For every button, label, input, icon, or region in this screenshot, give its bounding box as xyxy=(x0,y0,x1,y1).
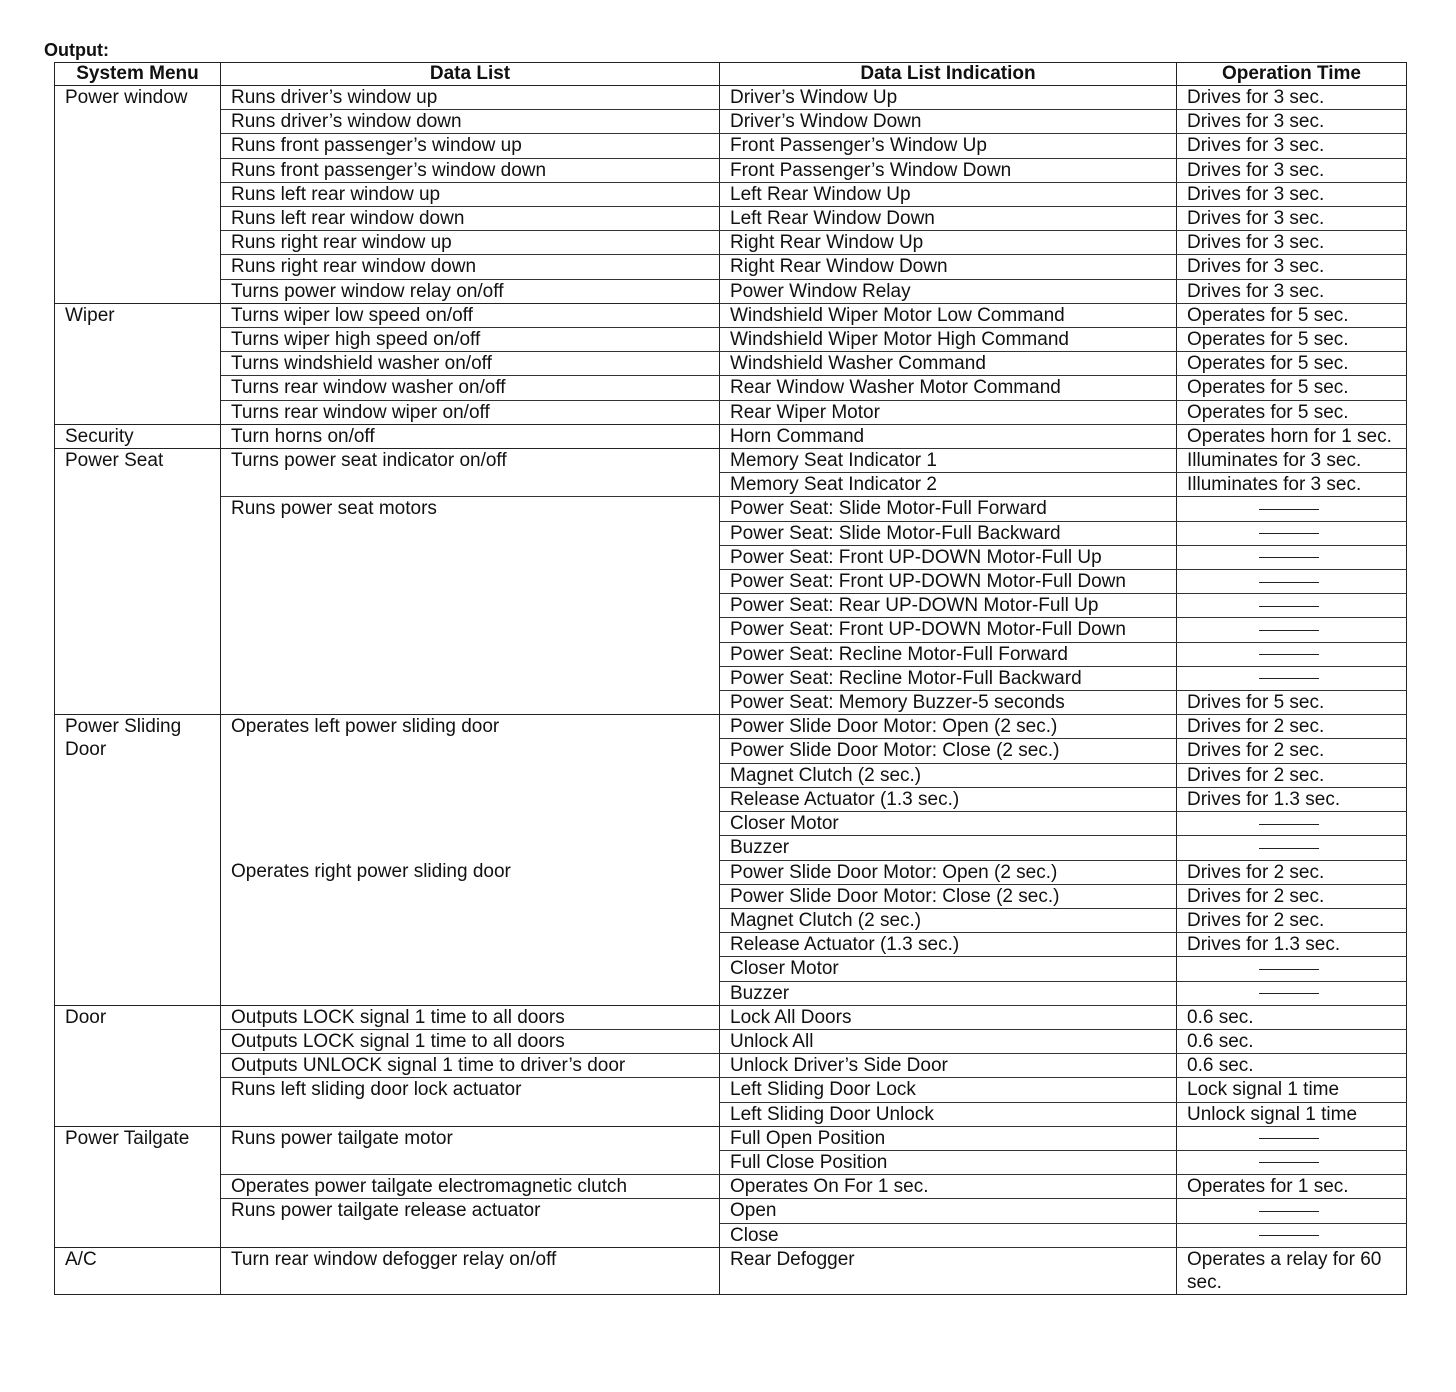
operation-time-cell: Operates for 5 sec. xyxy=(1177,376,1407,400)
data-list-cell: Runs power tailgate motor xyxy=(221,1126,720,1174)
table-row xyxy=(55,1126,1407,1150)
operation-time-cell: Operates for 5 sec. xyxy=(1177,352,1407,376)
operation-time-cell xyxy=(1177,1150,1407,1174)
not-applicable-dash xyxy=(1259,533,1319,534)
table-row xyxy=(55,1029,1407,1053)
operation-time-cell: Drives for 3 sec. xyxy=(1177,86,1407,110)
data-list-cell: Runs driver’s window down xyxy=(221,110,720,134)
table-row xyxy=(55,1005,1407,1029)
operation-time-cell: Operates for 5 sec. xyxy=(1177,303,1407,327)
data-list-cell: Runs left sliding door lock actuator xyxy=(221,1078,720,1126)
data-list-cell: Outputs UNLOCK signal 1 time to driver’s door xyxy=(221,1054,720,1078)
system-menu-cell: Power Seat xyxy=(55,449,221,715)
operation-time-cell: Drives for 2 sec. xyxy=(1177,908,1407,932)
indication-cell: Driver’s Window Up xyxy=(720,86,1177,110)
indication-cell: Close xyxy=(720,1223,1177,1247)
indication-cell: Right Rear Window Up xyxy=(720,231,1177,255)
indication-cell: Closer Motor xyxy=(720,812,1177,836)
operation-time-cell: Drives for 1.3 sec. xyxy=(1177,787,1407,811)
data-list-cell: Runs left rear window down xyxy=(221,207,720,231)
system-menu-cell: Power Sliding Door xyxy=(55,715,221,1005)
operation-time-cell xyxy=(1177,836,1407,860)
table-row xyxy=(55,1247,1407,1294)
data-list-cell: Operates right power sliding door xyxy=(221,860,720,1005)
operation-time-cell: Illuminates for 3 sec. xyxy=(1177,473,1407,497)
table-row xyxy=(55,1199,1407,1223)
table-row xyxy=(55,207,1407,231)
operation-time-cell: Drives for 2 sec. xyxy=(1177,884,1407,908)
operation-time-cell: Operates for 5 sec. xyxy=(1177,328,1407,352)
operation-time-cell: Drives for 2 sec. xyxy=(1177,763,1407,787)
indication-cell: Unlock Driver’s Side Door xyxy=(720,1054,1177,1078)
indication-cell: Memory Seat Indicator 1 xyxy=(720,449,1177,473)
not-applicable-dash xyxy=(1259,1211,1319,1212)
operation-time-cell: 0.6 sec. xyxy=(1177,1005,1407,1029)
operation-time-cell: Operates horn for 1 sec. xyxy=(1177,424,1407,448)
indication-cell: Power Slide Door Motor: Open (2 sec.) xyxy=(720,715,1177,739)
operation-time-cell xyxy=(1177,1199,1407,1223)
data-list-cell: Runs power tailgate release actuator xyxy=(221,1199,720,1247)
indication-cell: Power Window Relay xyxy=(720,279,1177,303)
data-list-cell: Runs driver’s window up xyxy=(221,86,720,110)
operation-time-cell: Drives for 3 sec. xyxy=(1177,231,1407,255)
table-row xyxy=(55,424,1407,448)
operation-time-cell: Drives for 3 sec. xyxy=(1177,134,1407,158)
operation-time-cell: Illuminates for 3 sec. xyxy=(1177,449,1407,473)
operation-time-cell xyxy=(1177,521,1407,545)
operation-time-cell: Operates for 1 sec. xyxy=(1177,1175,1407,1199)
not-applicable-dash xyxy=(1259,557,1319,558)
indication-cell: Horn Command xyxy=(720,424,1177,448)
indication-cell: Power Seat: Front UP-DOWN Motor-Full Down xyxy=(720,618,1177,642)
table-row xyxy=(55,231,1407,255)
operation-time-cell xyxy=(1177,594,1407,618)
section-title: Output: xyxy=(44,40,109,60)
table-row xyxy=(55,1078,1407,1102)
data-list-cell: Turns wiper high speed on/off xyxy=(221,328,720,352)
indication-cell: Power Seat: Slide Motor-Full Backward xyxy=(720,521,1177,545)
indication-cell: Magnet Clutch (2 sec.) xyxy=(720,763,1177,787)
operation-time-cell: Operates a relay for 60 sec. xyxy=(1177,1247,1407,1294)
indication-cell: Power Seat: Slide Motor-Full Forward xyxy=(720,497,1177,521)
data-list-cell: Turns rear window wiper on/off xyxy=(221,400,720,424)
header-row xyxy=(55,63,1407,86)
indication-cell: Rear Wiper Motor xyxy=(720,400,1177,424)
not-applicable-dash xyxy=(1259,582,1319,583)
table-row xyxy=(55,860,1407,884)
operation-time-cell: Drives for 3 sec. xyxy=(1177,110,1407,134)
operation-time-cell xyxy=(1177,545,1407,569)
system-menu-cell: Door xyxy=(55,1005,221,1126)
not-applicable-dash xyxy=(1259,993,1319,994)
operation-time-cell: Drives for 2 sec. xyxy=(1177,739,1407,763)
table-row xyxy=(55,303,1407,327)
not-applicable-dash xyxy=(1259,654,1319,655)
indication-cell: Buzzer xyxy=(720,981,1177,1005)
table-row xyxy=(55,134,1407,158)
data-list-cell: Operates left power sliding door xyxy=(221,715,720,860)
data-list-cell: Turns power window relay on/off xyxy=(221,279,720,303)
not-applicable-dash xyxy=(1259,1235,1319,1236)
data-list-cell: Runs right rear window down xyxy=(221,255,720,279)
operation-time-cell: Drives for 1.3 sec. xyxy=(1177,933,1407,957)
table-row xyxy=(55,328,1407,352)
operation-time-cell: 0.6 sec. xyxy=(1177,1029,1407,1053)
operation-time-cell: Drives for 3 sec. xyxy=(1177,207,1407,231)
indication-cell: Operates On For 1 sec. xyxy=(720,1175,1177,1199)
data-list-cell: Turn horns on/off xyxy=(221,424,720,448)
data-list-cell: Runs left rear window up xyxy=(221,182,720,206)
indication-cell: Release Actuator (1.3 sec.) xyxy=(720,787,1177,811)
indication-cell: Lock All Doors xyxy=(720,1005,1177,1029)
not-applicable-dash xyxy=(1259,1162,1319,1163)
operation-time-cell xyxy=(1177,1126,1407,1150)
table-row xyxy=(55,497,1407,521)
data-list-cell: Runs power seat motors xyxy=(221,497,720,715)
output-table xyxy=(54,62,1407,1295)
operation-time-cell xyxy=(1177,666,1407,690)
system-menu-cell: A/C xyxy=(55,1247,221,1294)
indication-cell: Memory Seat Indicator 2 xyxy=(720,473,1177,497)
data-list-cell: Runs right rear window up xyxy=(221,231,720,255)
indication-cell: Closer Motor xyxy=(720,957,1177,981)
operation-time-cell: Lock signal 1 time xyxy=(1177,1078,1407,1102)
indication-cell: Open xyxy=(720,1199,1177,1223)
table-row xyxy=(55,279,1407,303)
operation-time-cell: Drives for 3 sec. xyxy=(1177,255,1407,279)
data-list-cell: Turns rear window washer on/off xyxy=(221,376,720,400)
system-menu-cell: Security xyxy=(55,424,221,448)
operation-time-cell: Drives for 2 sec. xyxy=(1177,715,1407,739)
indication-cell: Windshield Washer Command xyxy=(720,352,1177,376)
system-menu-cell: Power window xyxy=(55,86,221,304)
indication-cell: Rear Defogger xyxy=(720,1247,1177,1294)
indication-cell: Power Slide Door Motor: Open (2 sec.) xyxy=(720,860,1177,884)
data-list-cell: Turns windshield washer on/off xyxy=(221,352,720,376)
operation-time-cell: Operates for 5 sec. xyxy=(1177,400,1407,424)
table-row xyxy=(55,182,1407,206)
operation-time-cell: Drives for 3 sec. xyxy=(1177,182,1407,206)
operation-time-cell xyxy=(1177,618,1407,642)
operation-time-cell xyxy=(1177,1223,1407,1247)
not-applicable-dash xyxy=(1259,509,1319,510)
table-row xyxy=(55,449,1407,473)
indication-cell: Magnet Clutch (2 sec.) xyxy=(720,908,1177,932)
table-row xyxy=(55,110,1407,134)
not-applicable-dash xyxy=(1259,606,1319,607)
operation-time-cell: 0.6 sec. xyxy=(1177,1054,1407,1078)
data-list-cell: Runs front passenger’s window up xyxy=(221,134,720,158)
table-row xyxy=(55,376,1407,400)
system-menu-cell: Wiper xyxy=(55,303,221,424)
operation-time-cell: Unlock signal 1 time xyxy=(1177,1102,1407,1126)
indication-cell: Power Slide Door Motor: Close (2 sec.) xyxy=(720,739,1177,763)
operation-time-cell xyxy=(1177,981,1407,1005)
indication-cell: Buzzer xyxy=(720,836,1177,860)
table-row xyxy=(55,1175,1407,1199)
indication-cell: Left Sliding Door Unlock xyxy=(720,1102,1177,1126)
not-applicable-dash xyxy=(1259,969,1319,970)
operation-time-cell: Drives for 3 sec. xyxy=(1177,279,1407,303)
not-applicable-dash xyxy=(1259,848,1319,849)
operation-time-cell xyxy=(1177,570,1407,594)
table-row xyxy=(55,352,1407,376)
indication-cell: Rear Window Washer Motor Command xyxy=(720,376,1177,400)
operation-time-cell xyxy=(1177,957,1407,981)
not-applicable-dash xyxy=(1259,678,1319,679)
operation-time-cell: Drives for 5 sec. xyxy=(1177,691,1407,715)
operation-time-cell xyxy=(1177,497,1407,521)
operation-time-cell: Drives for 2 sec. xyxy=(1177,860,1407,884)
indication-cell: Left Rear Window Down xyxy=(720,207,1177,231)
operation-time-cell xyxy=(1177,642,1407,666)
data-list-cell: Outputs LOCK signal 1 time to all doors xyxy=(221,1005,720,1029)
indication-cell: Driver’s Window Down xyxy=(720,110,1177,134)
indication-cell: Power Seat: Memory Buzzer-5 seconds xyxy=(720,691,1177,715)
indication-cell: Power Seat: Front UP-DOWN Motor-Full Down xyxy=(720,570,1177,594)
header-data-list: Data List xyxy=(221,63,720,86)
table-row xyxy=(55,715,1407,739)
indication-cell: Power Seat: Rear UP-DOWN Motor-Full Up xyxy=(720,594,1177,618)
indication-cell: Left Rear Window Up xyxy=(720,182,1177,206)
operation-time-cell: Drives for 3 sec. xyxy=(1177,158,1407,182)
indication-cell: Front Passenger’s Window Down xyxy=(720,158,1177,182)
table-row xyxy=(55,158,1407,182)
table-row xyxy=(55,86,1407,110)
indication-cell: Windshield Wiper Motor High Command xyxy=(720,328,1177,352)
indication-cell: Power Slide Door Motor: Close (2 sec.) xyxy=(720,884,1177,908)
header-system-menu: System Menu xyxy=(55,63,221,86)
not-applicable-dash xyxy=(1259,630,1319,631)
indication-cell: Power Seat: Recline Motor-Full Forward xyxy=(720,642,1177,666)
header-operation-time: Operation Time xyxy=(1177,63,1407,86)
data-list-cell: Runs front passenger’s window down xyxy=(221,158,720,182)
not-applicable-dash xyxy=(1259,824,1319,825)
header-data-list-indication: Data List Indication xyxy=(720,63,1177,86)
indication-cell: Power Seat: Front UP-DOWN Motor-Full Up xyxy=(720,545,1177,569)
data-list-cell: Turns wiper low speed on/off xyxy=(221,303,720,327)
operation-time-cell xyxy=(1177,812,1407,836)
indication-cell: Release Actuator (1.3 sec.) xyxy=(720,933,1177,957)
indication-cell: Windshield Wiper Motor Low Command xyxy=(720,303,1177,327)
indication-cell: Left Sliding Door Lock xyxy=(720,1078,1177,1102)
table-row xyxy=(55,1054,1407,1078)
data-list-cell: Turns power seat indicator on/off xyxy=(221,449,720,497)
indication-cell: Full Open Position xyxy=(720,1126,1177,1150)
indication-cell: Power Seat: Recline Motor-Full Backward xyxy=(720,666,1177,690)
table-row xyxy=(55,400,1407,424)
data-list-cell: Turn rear window defogger relay on/off xyxy=(221,1247,720,1294)
indication-cell: Unlock All xyxy=(720,1029,1177,1053)
indication-cell: Front Passenger’s Window Up xyxy=(720,134,1177,158)
indication-cell: Full Close Position xyxy=(720,1150,1177,1174)
system-menu-cell: Power Tailgate xyxy=(55,1126,221,1247)
table-row xyxy=(55,255,1407,279)
not-applicable-dash xyxy=(1259,1138,1319,1139)
indication-cell: Right Rear Window Down xyxy=(720,255,1177,279)
data-list-cell: Outputs LOCK signal 1 time to all doors xyxy=(221,1029,720,1053)
data-list-cell: Operates power tailgate electromagnetic clutch xyxy=(221,1175,720,1199)
